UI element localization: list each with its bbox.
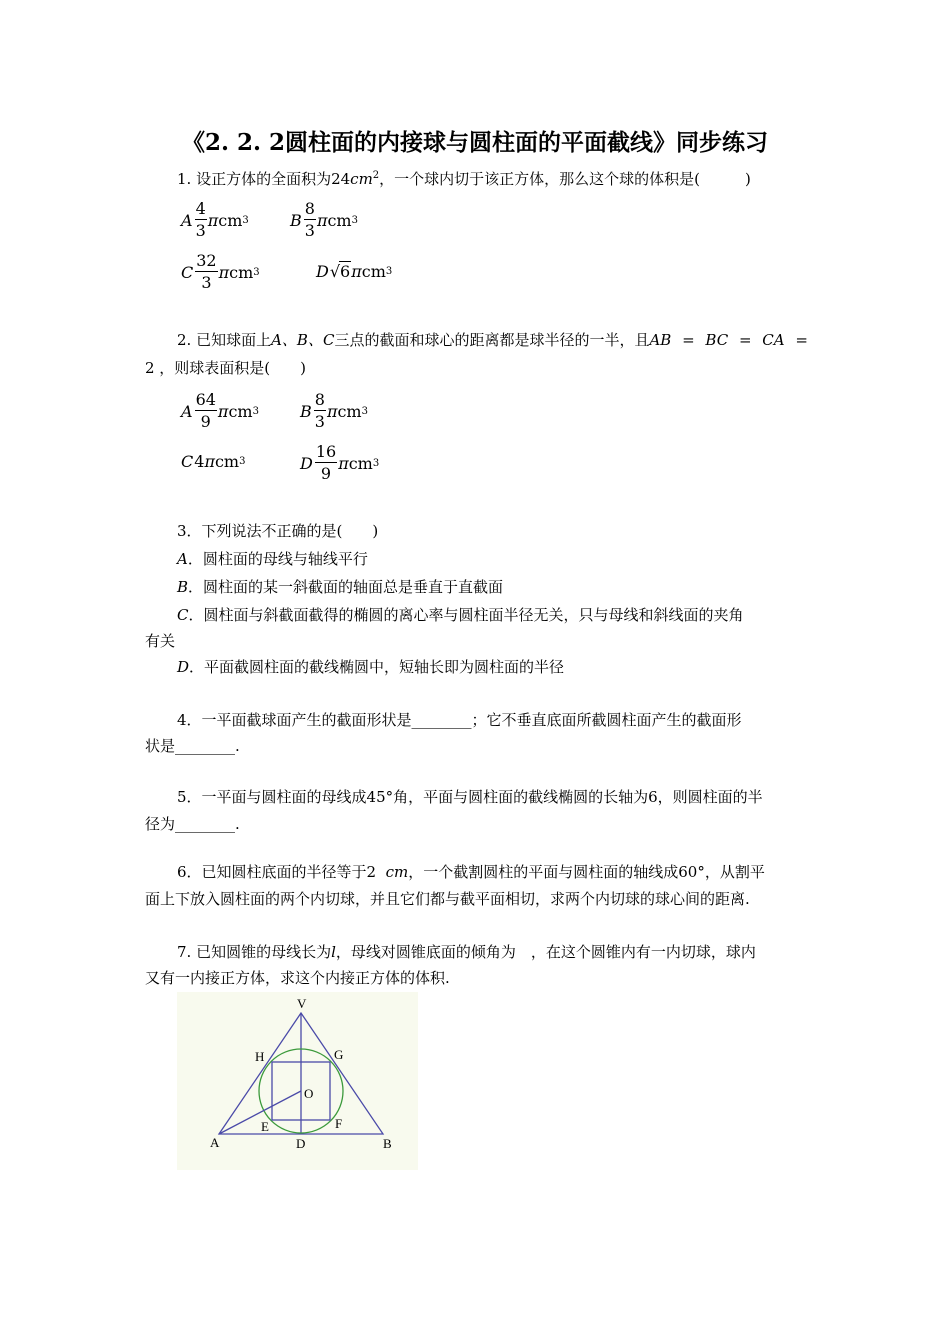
q1-option-a: A $\frac{4}{3}$ π cm 3 xyxy=(181,199,249,240)
fraction: $\frac{4}{3}$ xyxy=(195,199,206,240)
fraction: $\frac{8}{3}$ xyxy=(314,390,325,431)
fraction: $\frac{16}{9}$ xyxy=(315,442,337,483)
question-3-stem: 3．下列说法不正确的是( ) xyxy=(177,522,379,540)
q1-option-b: B $\frac{8}{3}$ π cm 3 xyxy=(290,199,358,240)
label-b: B xyxy=(383,1136,392,1151)
cone-sphere-diagram xyxy=(177,992,418,1170)
q3-option-c-line2: 有关 xyxy=(145,632,176,650)
q2-option-d: D $\frac{16}{9}$ π cm 3 xyxy=(300,442,380,483)
label-h: H xyxy=(255,1049,265,1064)
q3-option-b: B．圆柱面的某一斜截面的轴面总是垂直于直截面 xyxy=(177,578,504,596)
q2-option-c: C 4 π cm 3 xyxy=(181,452,246,471)
label-e: E xyxy=(261,1119,269,1134)
question-2-stem: 2. 已知球面上A、B、C三点的截面和球心的距离都是球半径的一半，且AB = BC = CA = xyxy=(177,331,808,349)
page-title: 《2. 2. 2圆柱面的内接球与圆柱面的平面截线》同步练习 xyxy=(181,129,769,156)
fraction: $\frac{8}{3}$ xyxy=(304,199,315,240)
label-f: F xyxy=(335,1116,343,1131)
q1-option-d: D √ 6 π cm 3 xyxy=(316,261,393,281)
question-2-stem-line2: 2 ，则球表面积是( ) xyxy=(145,359,307,377)
question-5-line2: 径为________. xyxy=(145,815,240,833)
question-4-line2: 状是________. xyxy=(145,737,240,755)
label-d: D xyxy=(296,1136,306,1151)
q2-option-a: A $\frac{64}{9}$ π cm 3 xyxy=(181,390,259,431)
question-6-line1: 6．已知圆柱底面的半径等于2 cm，一个截割圆柱的平面与圆柱面的轴线成60°，从割平 xyxy=(177,863,765,881)
question-7-line1: 7. 已知圆锥的母线长为l，母线对圆锥底面的倾角为 ，在这个圆锥内有一内切球，球内 xyxy=(177,943,756,961)
fraction: $\frac{64}{9}$ xyxy=(195,390,216,431)
question-4-line1: 4．一平面截球面产生的截面形状是________；它不垂直底面所截圆柱面产生的截面形 xyxy=(177,711,742,729)
label-a: A xyxy=(210,1135,220,1150)
question-7-line2: 又有一内接正方体，求这个内接正方体的体积. xyxy=(145,969,450,987)
label-o: O xyxy=(304,1086,314,1101)
q3-option-d: D．平面截圆柱面的截线椭圆中，短轴长即为圆柱面的半径 xyxy=(177,658,565,676)
q2-option-b: B $\frac{8}{3}$ π cm 3 xyxy=(300,390,368,431)
label-g: G xyxy=(334,1047,344,1062)
cone-sphere-figure xyxy=(177,992,418,1170)
question-6-line2: 面上下放入圆柱面的两个内切球，并且它们都与截平面相切，求两个内切球的球心间的距离. xyxy=(145,890,750,908)
q1-option-c: C $\frac{32}{3}$ π cm 3 xyxy=(181,251,260,292)
question-1-stem: 1. 设正方体的全面积为$24cm^2$，一个球内切于该正方体，那么这个球的体积是( ) xyxy=(177,170,751,188)
fraction: $\frac{32}{3}$ xyxy=(196,251,217,292)
q3-option-c: C．圆柱面与斜截面截得的椭圆的离心率与圆柱面半径无关，只与母线和斜线面的夹角 xyxy=(177,606,744,624)
label-v: V xyxy=(297,996,307,1011)
q3-option-a: A．圆柱面的母线与轴线平行 xyxy=(177,550,368,568)
question-5-line1: 5．一平面与圆柱面的母线成45°角，平面与圆柱面的截线椭圆的长轴为6，则圆柱面的半 xyxy=(177,788,763,806)
